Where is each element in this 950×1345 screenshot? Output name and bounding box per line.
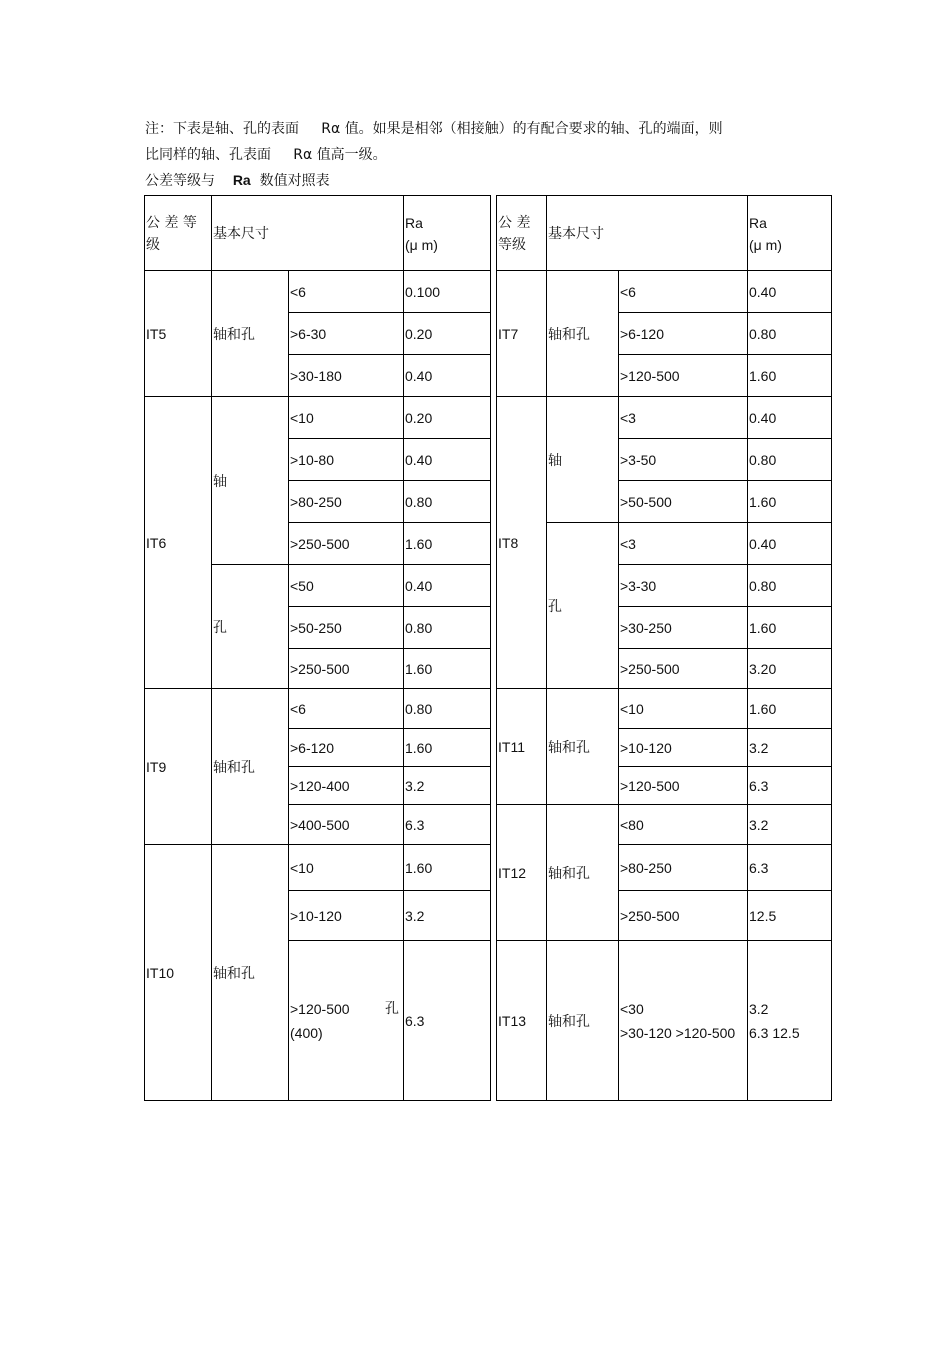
ra-cell: 0.20 bbox=[404, 397, 491, 439]
ra-cell: 0.100 bbox=[404, 271, 491, 313]
grade-cell: IT11 bbox=[497, 689, 547, 805]
size-cell: >120-500 bbox=[619, 767, 748, 805]
size-text: >30-120 >120-500 bbox=[620, 1024, 736, 1041]
part-cell: 轴 bbox=[212, 397, 289, 565]
size-cell: >400-500 bbox=[289, 805, 404, 845]
table-title bbox=[145, 172, 330, 189]
size-cell: >30-180 bbox=[289, 355, 404, 397]
size-header: 基本尺寸 bbox=[547, 196, 748, 271]
ra-cell: 0.80 bbox=[748, 565, 832, 607]
note-text: 比同样的轴、孔表面 bbox=[145, 147, 271, 163]
size-cell: >50-500 bbox=[619, 481, 748, 523]
ra-cell: 6.3 bbox=[404, 941, 491, 1101]
ra-cell: 1.60 bbox=[748, 607, 832, 649]
ra-cell: 1.60 bbox=[404, 845, 491, 891]
ra-cell: 1.60 bbox=[404, 523, 491, 565]
size-cell: >3-30 bbox=[619, 565, 748, 607]
part-cell: 轴和孔 bbox=[547, 941, 619, 1101]
ra-cell: 0.80 bbox=[404, 607, 491, 649]
ra-label: Ra bbox=[405, 215, 423, 231]
ra-text: 6.3 12.5 bbox=[749, 1024, 800, 1041]
grade-cell: IT8 bbox=[497, 397, 547, 689]
size-cell: >250-500 bbox=[619, 649, 748, 689]
size-cell: <50 bbox=[289, 565, 404, 607]
size-cell: <6 bbox=[619, 271, 748, 313]
ra-cell: 0.40 bbox=[748, 397, 832, 439]
size-cell: <10 bbox=[289, 397, 404, 439]
ra-cell: 6.3 bbox=[748, 845, 832, 891]
size-cell: >6-120 bbox=[289, 729, 404, 767]
ra-cell: 12.5 bbox=[748, 891, 832, 941]
part-cell: 轴 bbox=[547, 397, 619, 523]
part-cell: 轴和孔 bbox=[212, 271, 289, 397]
ra-cell: 0.80 bbox=[748, 439, 832, 481]
note-line-2 bbox=[145, 147, 387, 163]
size-cell: >50-250 bbox=[289, 607, 404, 649]
ra-symbol: Rα bbox=[293, 147, 313, 163]
ra-cell: 1.60 bbox=[748, 689, 832, 729]
left-table bbox=[144, 195, 491, 1101]
grade-cell: IT5 bbox=[145, 271, 212, 397]
size-cell bbox=[289, 941, 404, 1101]
size-cell: >6-120 bbox=[619, 313, 748, 355]
ra-cell: 0.40 bbox=[748, 271, 832, 313]
ra-cell: 1.60 bbox=[404, 649, 491, 689]
ra-unit: (μ m) bbox=[749, 237, 782, 253]
part-cell: 轴和孔 bbox=[212, 689, 289, 845]
grade-header: 公 差 等 级 bbox=[145, 196, 212, 271]
ra-cell: 3.20 bbox=[748, 649, 832, 689]
ra-cell: 0.40 bbox=[404, 439, 491, 481]
ra-header bbox=[404, 196, 491, 271]
ra-cell: 3.2 bbox=[748, 805, 832, 845]
grade-cell: IT7 bbox=[497, 271, 547, 397]
part-cell: 轴和孔 bbox=[547, 271, 619, 397]
size-cell: <3 bbox=[619, 397, 748, 439]
grade-cell: IT6 bbox=[145, 397, 212, 689]
part-cell: 轴和孔 bbox=[547, 689, 619, 805]
ra-cell: 3.2 bbox=[748, 729, 832, 767]
part-cell: 轴和孔 bbox=[212, 845, 289, 1101]
size-cell: >250-500 bbox=[619, 891, 748, 941]
ra-header bbox=[748, 196, 832, 271]
ra-cell: 1.60 bbox=[404, 729, 491, 767]
ra-cell: 3.2 bbox=[404, 767, 491, 805]
title-text: 公差等级与 bbox=[145, 173, 215, 189]
size-cell: >80-250 bbox=[619, 845, 748, 891]
ra-text: 3.2 bbox=[749, 1000, 769, 1017]
size-header: 基本尺寸 bbox=[212, 196, 404, 271]
ra-symbol: Rα bbox=[321, 121, 341, 137]
title-text: 数值对照表 bbox=[259, 173, 330, 189]
grade-cell: IT10 bbox=[145, 845, 212, 1101]
ra-cell: 1.60 bbox=[748, 355, 832, 397]
right-table bbox=[496, 195, 832, 1101]
note-text: 值。如果是相邻（相接触）的有配合要求的轴、孔的端面，则 bbox=[344, 121, 723, 137]
size-cell: >250-500 bbox=[289, 649, 404, 689]
size-cell: >10-120 bbox=[619, 729, 748, 767]
size-cell: >10-80 bbox=[289, 439, 404, 481]
note-text: 值高一级。 bbox=[316, 147, 387, 163]
size-cell bbox=[619, 941, 748, 1101]
ra-cell: 0.20 bbox=[404, 313, 491, 355]
hole-note: 孔 bbox=[385, 1000, 399, 1017]
ra-cell: 0.80 bbox=[748, 313, 832, 355]
ra-cell: 3.2 bbox=[404, 891, 491, 941]
size-cell: <10 bbox=[619, 689, 748, 729]
ra-cell: 0.80 bbox=[404, 481, 491, 523]
grade-cell: IT12 bbox=[497, 805, 547, 941]
grade-cell: IT9 bbox=[145, 689, 212, 845]
size-text: >120-500 bbox=[290, 1000, 350, 1017]
part-cell: 轴和孔 bbox=[547, 805, 619, 941]
size-cell: <80 bbox=[619, 805, 748, 845]
ra-cell: 0.40 bbox=[404, 355, 491, 397]
ra-symbol: Ra bbox=[232, 172, 251, 188]
size-cell: >6-30 bbox=[289, 313, 404, 355]
size-cell: >120-400 bbox=[289, 767, 404, 805]
ra-unit: (μ m) bbox=[405, 237, 438, 253]
ra-cell bbox=[748, 941, 832, 1101]
ra-cell: 6.3 bbox=[404, 805, 491, 845]
ra-cell: 1.60 bbox=[748, 481, 832, 523]
size-cell: >80-250 bbox=[289, 481, 404, 523]
part-cell: 孔 bbox=[212, 565, 289, 689]
ra-cell: 0.40 bbox=[404, 565, 491, 607]
size-cell: <3 bbox=[619, 523, 748, 565]
grade-header: 公 差 等级 bbox=[497, 196, 547, 271]
size-cell: >10-120 bbox=[289, 891, 404, 941]
size-cell: <10 bbox=[289, 845, 404, 891]
part-cell: 孔 bbox=[547, 523, 619, 689]
ra-cell: 0.40 bbox=[748, 523, 832, 565]
size-cell: <6 bbox=[289, 689, 404, 729]
size-cell: >3-50 bbox=[619, 439, 748, 481]
note-text: 注：下表是轴、孔的表面 bbox=[145, 121, 299, 137]
size-cell: >250-500 bbox=[289, 523, 404, 565]
size-cell: >120-500 bbox=[619, 355, 748, 397]
ra-label: Ra bbox=[749, 215, 767, 231]
ra-cell: 6.3 bbox=[748, 767, 832, 805]
size-cell: <6 bbox=[289, 271, 404, 313]
size-cell: >30-250 bbox=[619, 607, 748, 649]
ra-cell: 0.80 bbox=[404, 689, 491, 729]
note-line-1 bbox=[145, 121, 723, 137]
size-text: <30 bbox=[620, 1000, 644, 1017]
grade-cell: IT13 bbox=[497, 941, 547, 1101]
size-text: (400) bbox=[290, 1024, 323, 1041]
